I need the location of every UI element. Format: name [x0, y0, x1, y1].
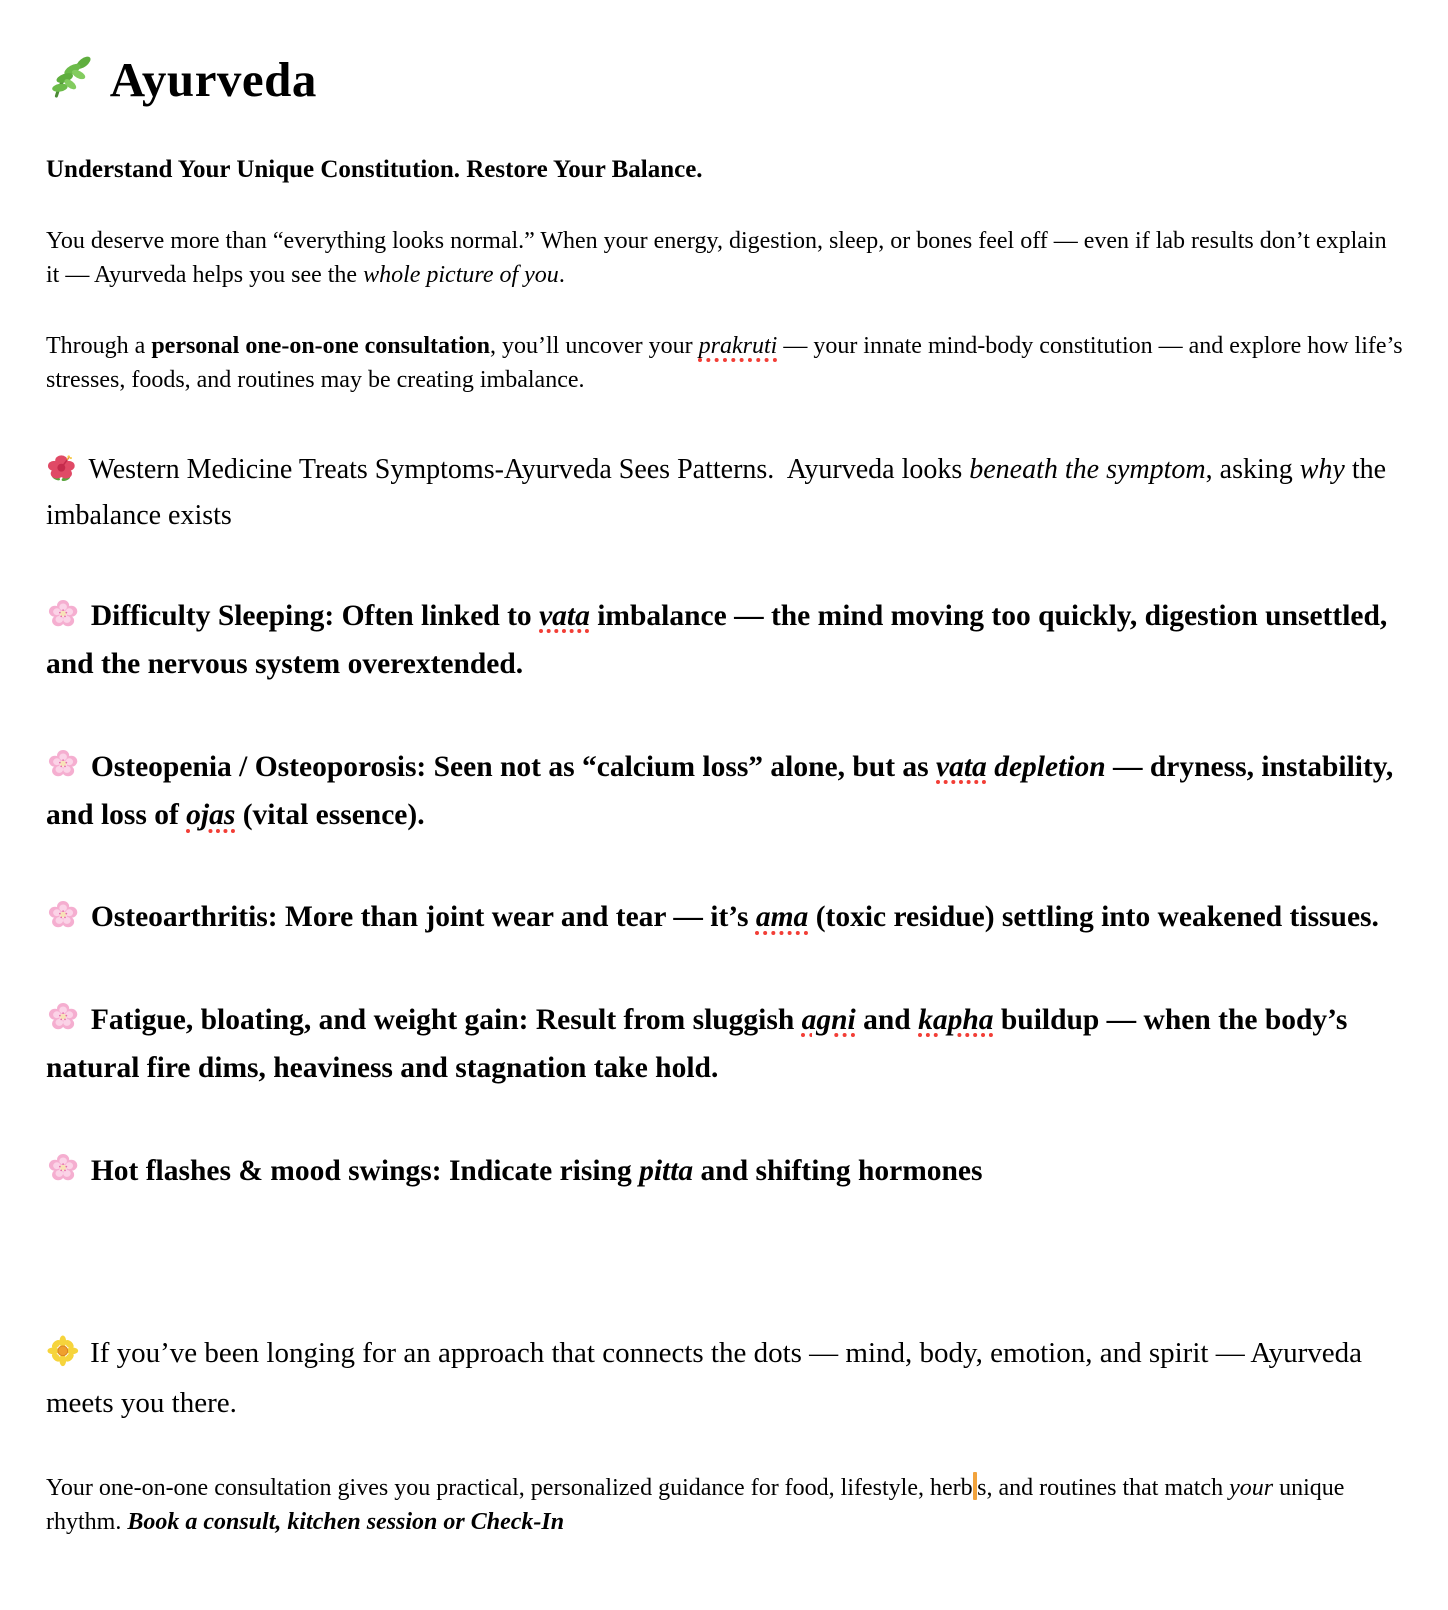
herb-icon	[46, 53, 96, 103]
text-run: your	[1229, 1474, 1274, 1501]
subtitle[interactable]: Understand Your Unique Constitution. Restore Your Balance.	[46, 156, 703, 184]
misspelled-term: ojas	[186, 799, 236, 831]
bullet-difficulty-sleeping[interactable]	[46, 592, 1404, 689]
cherry-blossom-icon	[46, 898, 80, 932]
misspelled-term: agni	[801, 1003, 856, 1036]
text-run: the imbalance exists	[46, 454, 1394, 531]
blossom-icon	[46, 1334, 80, 1368]
text-run: imbalance — the mind moving too quickly, digestion unsettled, and the nervous system overextended.	[46, 599, 1395, 681]
consultation-paragraph[interactable]	[46, 329, 1409, 397]
misspelled-term: kapha	[918, 1003, 994, 1036]
text-run: .	[558, 261, 565, 288]
text-run: Osteopenia / Osteoporosis: Seen not as “calcium loss” alone, but as	[90, 750, 937, 783]
booking-paragraph[interactable]	[46, 1471, 1404, 1541]
misspelled-term: ama	[755, 901, 809, 934]
misspelled-term: vata	[539, 599, 590, 632]
text-run: personal one-on-one consultation	[151, 333, 491, 359]
hibiscus-icon	[46, 451, 78, 483]
text-run: Through a	[46, 333, 152, 359]
text-run: Book a consult, kitchen session or Check-In	[127, 1509, 565, 1536]
text-run: pitta	[639, 1154, 694, 1187]
page-title[interactable]	[46, 52, 1404, 108]
text-run: depletion	[986, 750, 1106, 783]
text-run: s, and routines that match	[977, 1474, 1230, 1501]
text-run: Fatigue, bloating, and weight gain: Result from sluggish	[90, 1003, 802, 1036]
cherry-blossom-icon	[46, 597, 80, 631]
document-body[interactable]	[46, 224, 1409, 1540]
text-run: Western Medicine Treats Symptoms-Ayurveda Sees Patterns. Ayurveda looks	[88, 454, 970, 486]
bullet-osteoarthritis[interactable]	[46, 893, 1404, 941]
bullet-fatigue-bloating-weight[interactable]	[46, 996, 1404, 1093]
cherry-blossom-icon	[46, 747, 80, 781]
text-run: , you’ll uncover your	[490, 333, 699, 359]
bullet-osteopenia-osteoporosis[interactable]	[46, 743, 1404, 840]
text-run: Difficulty Sleeping: Often linked to	[90, 599, 540, 632]
cherry-blossom-icon	[46, 1151, 80, 1185]
text-run: beneath the symptom	[969, 454, 1206, 486]
text-run: Hot flashes & mood swings: Indicate rising	[90, 1154, 640, 1187]
invitation-paragraph[interactable]	[46, 1329, 1404, 1429]
page-title-text: Ayurveda	[109, 52, 317, 107]
text-run: and	[855, 1003, 919, 1036]
text-run: , asking	[1205, 454, 1300, 486]
cherry-blossom-icon	[46, 1000, 80, 1034]
text-run: — dryness, instability, and loss of	[46, 750, 1401, 831]
text-run: unique rhythm.	[46, 1474, 1351, 1536]
misspelled-term: prakruti	[698, 333, 778, 359]
text-run: You deserve more than “everything looks normal.” When your energy, digestion, sleep, or bones feel off — even if lab results don’t explain it — Ayurveda helps you see the	[46, 227, 1393, 288]
western-vs-ayurveda-callout[interactable]	[46, 447, 1404, 538]
text-run: If you’ve been longing for an approach that connects the dots — mind, body, emotion, and spirit — Ayurveda meets you there.	[46, 1336, 1370, 1419]
text-run: Osteoarthritis: More than joint wear and tear — it’s	[90, 901, 756, 934]
text-run: why	[1299, 454, 1345, 486]
text-run: — your innate mind-body constitution — and explore how life’s stresses, foods, and routines may be creating imbalance.	[46, 333, 1409, 394]
bullet-hot-flashes-mood-swings[interactable]	[46, 1147, 1404, 1195]
misspelled-term: vata	[936, 750, 987, 783]
text-run: buildup — when the body’s natural fire dims, heaviness and stagnation take hold.	[46, 1003, 1355, 1085]
text-run: and shifting hormones	[693, 1154, 983, 1187]
text-run: Your one-on-one consultation gives you practical, personalized guidance for food, lifestyle, herb	[46, 1474, 973, 1501]
intro-paragraph[interactable]	[46, 224, 1404, 292]
text-run: (vital essence).	[235, 799, 425, 831]
text-run: (toxic residue) settling into weakened tissues.	[808, 901, 1379, 934]
text-run: whole picture of you	[363, 261, 559, 288]
